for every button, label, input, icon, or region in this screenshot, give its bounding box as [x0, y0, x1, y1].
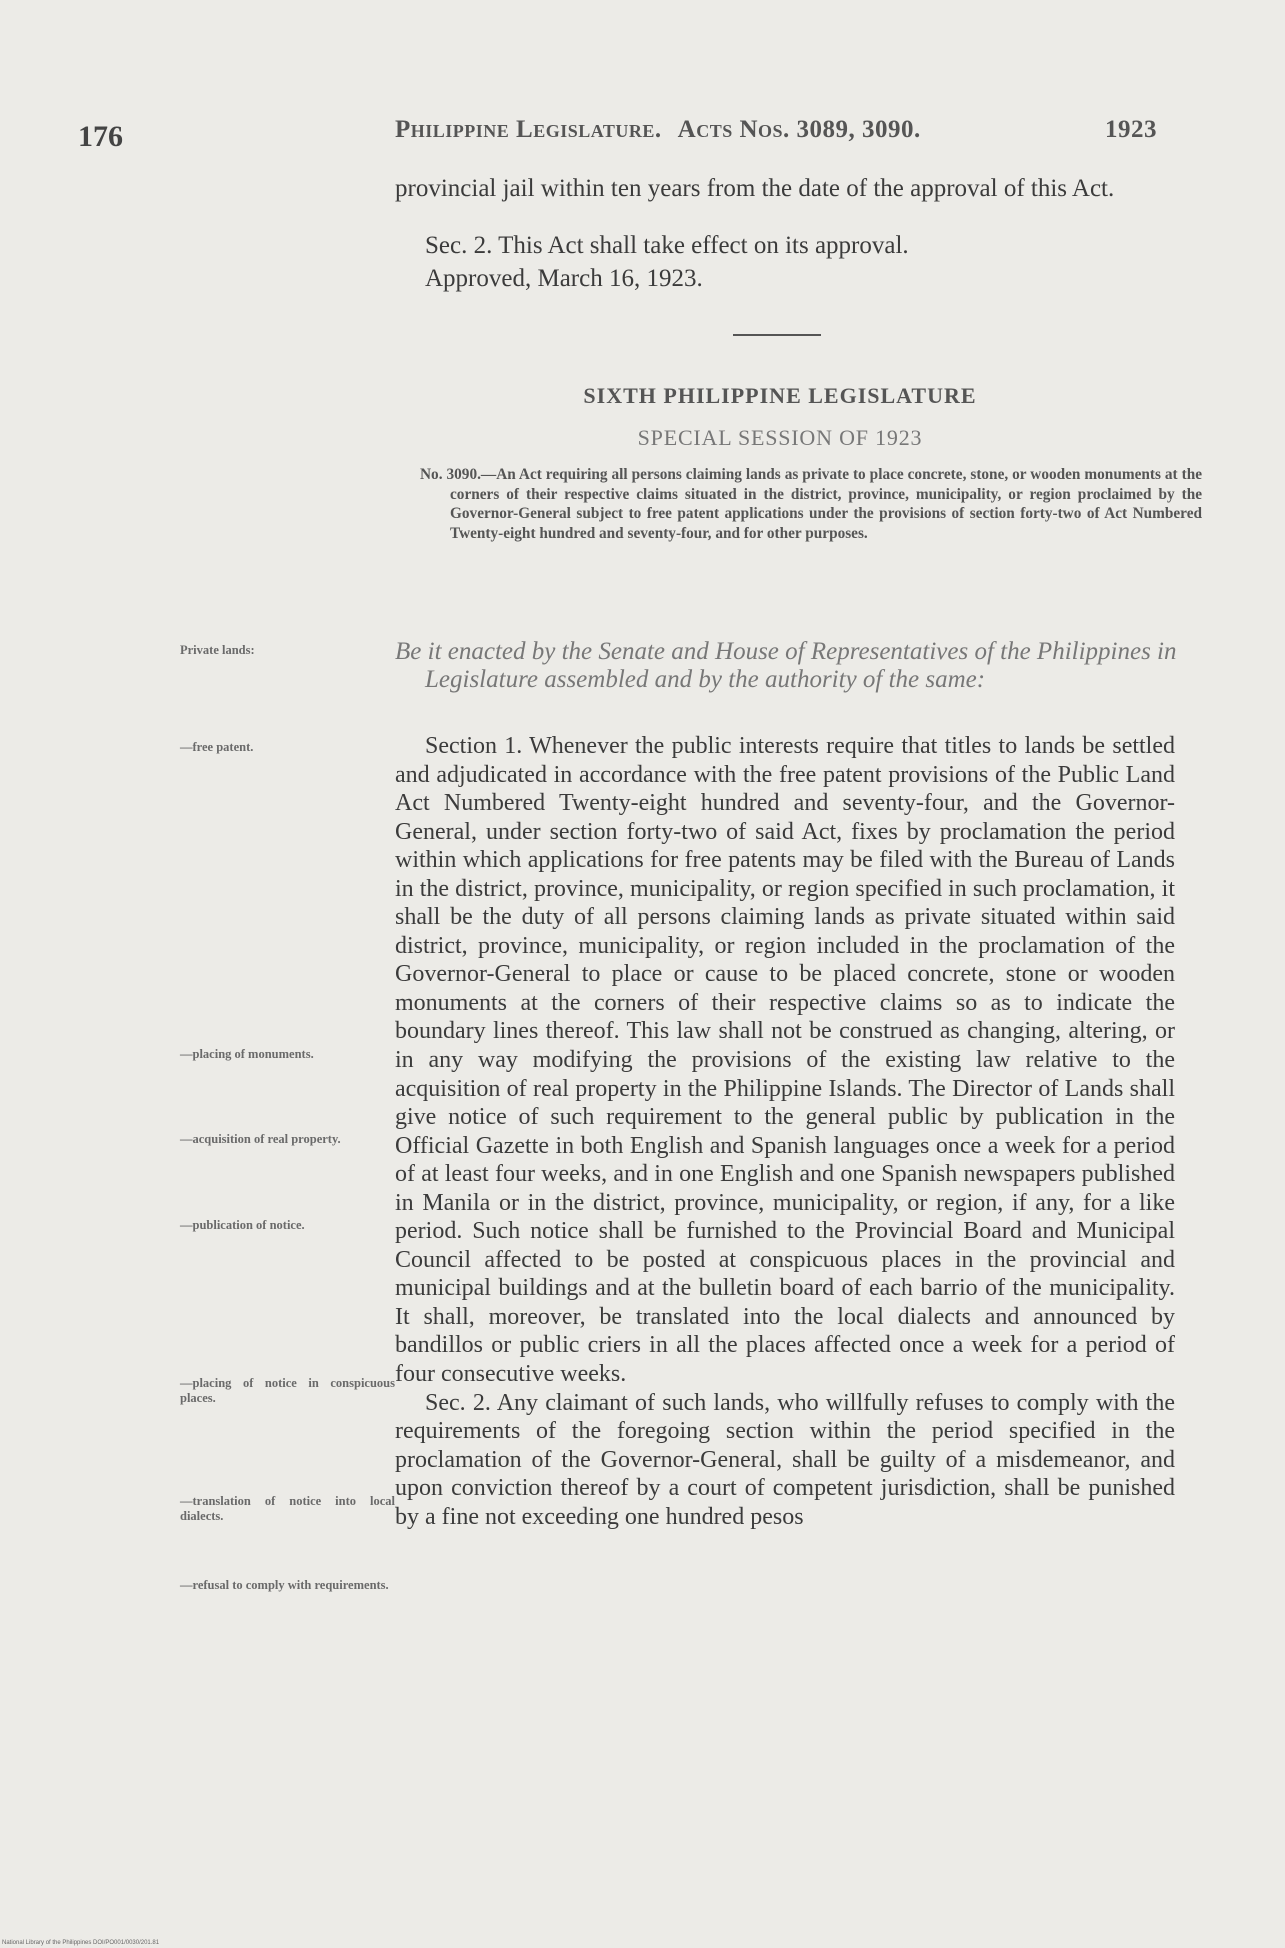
margin-note-private-lands: Private lands: — [180, 643, 255, 657]
act-body — [395, 732, 1175, 1531]
margin-note-publication: —publication of notice. — [180, 1218, 305, 1232]
margin-note-free-patent: —free patent. — [180, 740, 254, 754]
legislature-heading: SIXTH PHILIPPINE LEGISLATURE — [583, 383, 977, 408]
running-head-year: 1923 — [1105, 116, 1157, 143]
margin-note-conspicuous-places: —placing of notice in conspicuous places. — [180, 1376, 395, 1405]
page-number: 176 — [78, 120, 123, 153]
previous-act-continuation: provincial jail within ten years from the date of the approval of this Act. — [395, 175, 1115, 202]
act-title: No. 3090.—An Act requiring all persons claiming lands as private to place concrete, stone, or wooden monuments at the corners of their respective claims situated in the district, province, municipality, or region proclaimed by the Governor-General subject to free patent applications under the provisions of section forty-two of Act Numbered Twenty-eight hundred and seventy-four, and for other purposes. — [420, 466, 1202, 542]
margin-note-translation: —translation of notice into local dialects. — [180, 1494, 395, 1523]
margin-note-refusal: —refusal to comply with requirements. — [180, 1578, 389, 1592]
enacting-clause: Be it enacted by the Senate and House of Representatives of the Philippines in Legislature assembled and by the authority of the same: — [395, 638, 1177, 693]
section-1: Section 1. Whenever the public interests require that titles to lands be settled and adjudicated in accordance with the free patent provisions of the Public Land Act Numbered Twenty-eight hundred and seventy-four, and the Governor-General, under section forty-two of said Act, fixes by proclamation the period within which applications for free patents may be filed with the Bureau of Lands in the district, province, municipality, or region specified in such proclamation, it shall be the duty of all persons claiming lands as private situated within said district, province, municipality, or region included in the proclamation of the Governor-General to place or cause to be placed concrete, stone or wooden monuments at the corners of their respective claims so as to indicate the boundary lines thereof. This law shall not be construed as changing, altering, or in any way modifying the provisions of the existing law relative to the acquisition of real property in the Philippine Islands. The Director of Lands shall give notice of such requirement to the general public by publication in the Official Gazette in both English and Spanish languages once a week for a period of at least four weeks, and in one English and one Spanish newspapers published in Manila or in the district, province, municipality, or region, if any, for a like period. Such notice shall be furnished to the Provincial Board and Municipal Council affected to be posted at conspicuous places in the provincial and municipal buildings and at the bulletin board of each barrio of the municipality. It shall, moreover, be translated into the local dialects and announced by bandillos or public criers in all the places affected once a week for a period of four consecutive weeks. — [395, 733, 1175, 1388]
running-head — [395, 116, 1157, 144]
section-divider — [733, 334, 821, 336]
footer-scan-id: National Library of the Philippines DOI/PO001/0030/201.81 — [2, 1940, 160, 1946]
previous-act-section-2: Sec. 2. This Act shall take effect on its approval. — [425, 232, 909, 259]
running-head-acts: Acts Nos. 3089, 3090. — [677, 116, 921, 143]
section-2: Sec. 2. Any claimant of such lands, who willfully refuses to comply with the requirements of the foregoing section within the period specified in the proclamation of the Governor-General, shall be guilty of a misdemeanor, and upon conviction thereof by a court of competent jurisdiction, shall be punished by a fine not exceeding one hundred pesos — [395, 1389, 1175, 1530]
session-heading: SPECIAL SESSION OF 1923 — [637, 425, 923, 450]
margin-note-acquisition: —acquisition of real property. — [180, 1132, 341, 1146]
margin-note-placing-monuments: —placing of monuments. — [180, 1047, 314, 1061]
previous-act-approved: Approved, March 16, 1923. — [425, 265, 703, 292]
running-head-title: Philippine Legislature. — [395, 116, 662, 143]
